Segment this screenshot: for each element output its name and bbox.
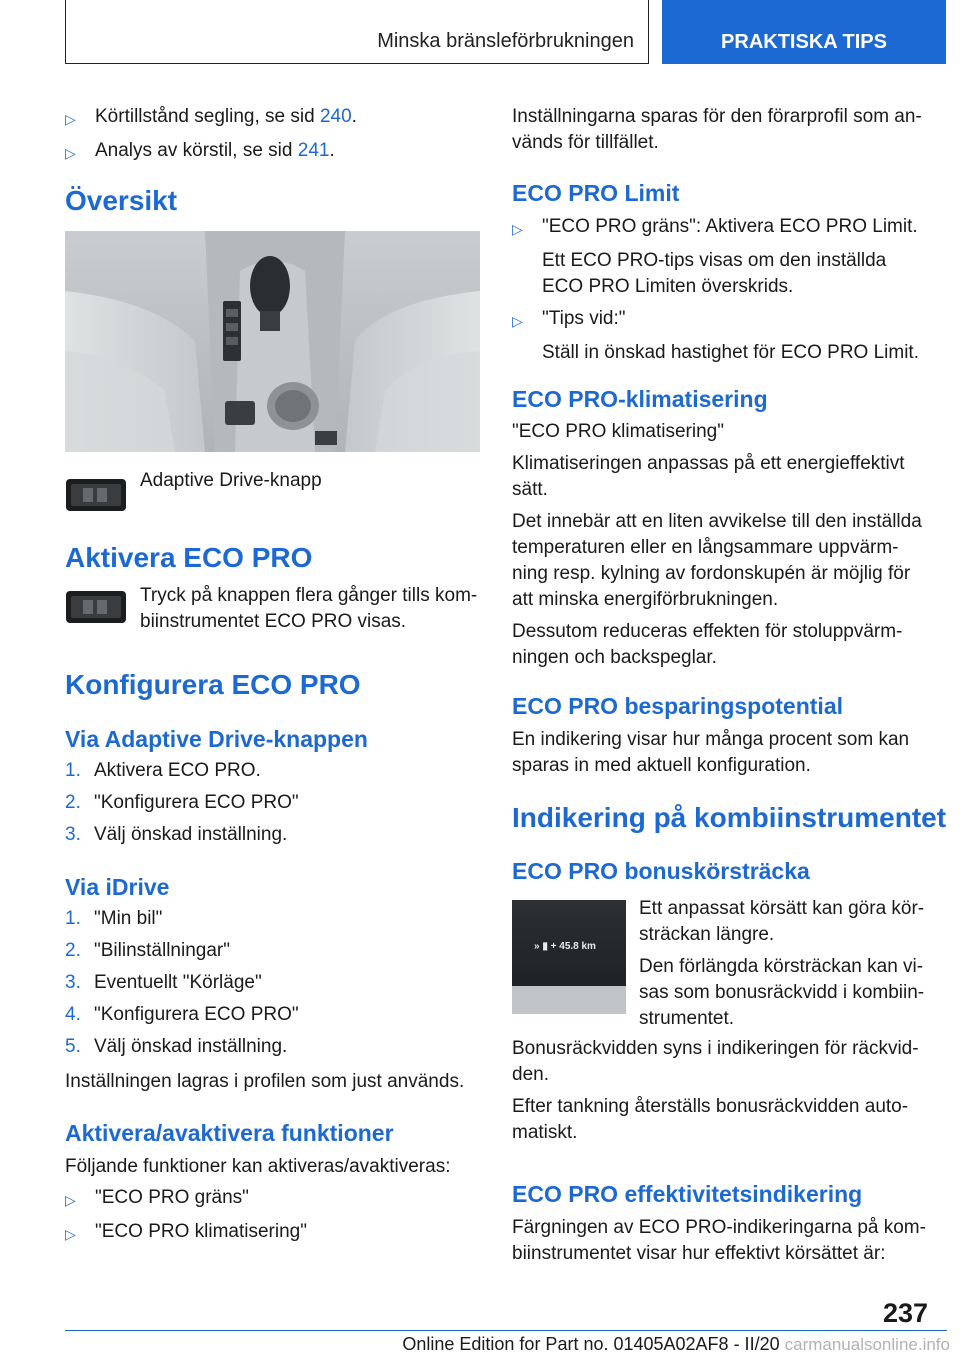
step-item: 1. Aktivera ECO PRO.	[65, 760, 261, 781]
bonus-range-display-image	[512, 900, 626, 1014]
fuel-pump-icon: ▮	[542, 941, 548, 952]
effektivitet-text: Färgningen av ECO PRO-indikeringarna på kom- biinstrumentet visar hur effektivt körsättet är:	[512, 1217, 926, 1264]
header-section-text: Minska bränsleförbrukningen	[377, 30, 634, 52]
page-link-241[interactable]: 241	[297, 140, 330, 161]
subsection-title-via-idrive: Via iDrive	[65, 874, 170, 900]
besparing-text: En indikering visar hur många procent som kan sparas in med aktuell konfiguration.	[512, 729, 910, 776]
adaptive-drive-button-icon	[65, 478, 127, 512]
bullet-item: ▷ "ECO PRO gräns"	[65, 1185, 485, 1213]
bonus-range-readout: + 45.8 km	[550, 941, 596, 952]
center-console-image	[65, 231, 480, 452]
step-item: 2. "Bilinställningar"	[65, 940, 230, 961]
limit-list: ▷ "ECO PRO gräns": Aktivera ECO PRO Limit. Ett ECO PRO-tips visas om den inställda ECO PRO Limiten överskrids. ▷ "Tips vid:" Ställ in önskad hastighet för ECO PRO Limit.	[512, 214, 932, 366]
section-title-oversikt: Översikt	[65, 185, 178, 216]
bonus-text-bottom: Bonusräckvidden syns i indikeringen för räckvid- den. Efter tankning återställs bonusräckvidden auto- matiskt.	[512, 1038, 919, 1143]
header-chapter-tab[interactable]	[662, 0, 946, 64]
bonus-text-side: Ett anpassat körsätt kan göra kör- sträckan längre. Den förlängda körsträckan kan vi- sas som bonusräckvidd i kombiin- strumentet.	[639, 898, 925, 1029]
step-item: 4. "Konfigurera ECO PRO"	[65, 1004, 299, 1025]
triangle-bullet-icon: ▷	[65, 1192, 76, 1208]
footer-divider	[65, 1330, 947, 1331]
page-number: 237	[882, 1298, 928, 1328]
step-item: 3. Eventuellt "Körläge"	[65, 972, 262, 993]
bullet-item: ▷ "ECO PRO klimatisering"	[65, 1219, 485, 1247]
bullet-item: ▷ "Tips vid:"	[512, 306, 932, 334]
step-item: 5. Välj önskad inställning.	[65, 1036, 288, 1057]
triangle-bullet-icon: ▷	[65, 1226, 76, 1242]
triangle-bullet-icon: ▷	[512, 313, 523, 329]
bullet-item: ▷ "ECO PRO gräns": Aktivera ECO PRO Limit.	[512, 214, 932, 242]
subsection-title-via-adaptive: Via Adaptive Drive-knappen	[65, 726, 368, 752]
subsection-title-effektivitet: ECO PRO effektivitetsindikering	[512, 1181, 863, 1207]
aktivera-avaktivera-list	[65, 1185, 485, 1247]
triangle-bullet-icon: ▷	[512, 221, 523, 237]
subsection-title-bonus: ECO PRO bonuskörsträcka	[512, 858, 810, 884]
header-section-title	[65, 0, 649, 64]
subsection-title-aktivera-avaktivera: Aktivera/avaktivera funktioner	[65, 1120, 394, 1146]
caption-adaptive-drive: Adaptive Drive-knapp	[140, 470, 322, 491]
via-idrive-steps	[65, 906, 485, 1060]
triangle-bullet-icon: ▷	[65, 145, 76, 161]
step-item: 2. "Konfigurera ECO PRO"	[65, 792, 299, 813]
step-item: 1. "Min bil"	[65, 908, 163, 929]
section-title-konfigurera: Konfigurera ECO PRO	[65, 669, 361, 700]
adaptive-drive-button-icon	[65, 590, 127, 624]
step-item: 3. Välj önskad inställning.	[65, 824, 288, 845]
eco-chevron-icon: »	[534, 941, 540, 952]
aktivera-avaktivera-intro: Följande funktioner kan aktiveras/avaktiveras:	[65, 1156, 451, 1177]
page-link-240[interactable]: 240	[319, 106, 352, 127]
section-title-aktivera: Aktivera ECO PRO	[65, 542, 313, 573]
footer-edition: Online Edition for Part no. 01405A02AF8 - II/20 carmanualsonline.info	[402, 1334, 950, 1354]
left-top-bullets	[65, 104, 485, 166]
profile-note: Inställningarna sparas för den förarprofil som an- vänds för tillfället.	[512, 106, 922, 153]
bullet-item: ▷ Analys av körstil, se sid 241.	[65, 138, 485, 166]
triangle-bullet-icon: ▷	[65, 111, 76, 127]
subsection-title-besparing: ECO PRO besparingspotential	[512, 693, 843, 719]
bullet-item: ▷ Körtillstånd segling, se sid 240.	[65, 104, 485, 132]
subsection-title-limit: ECO PRO Limit	[512, 180, 680, 206]
watermark: carmanualsonline.info	[784, 1335, 950, 1354]
section-title-indikering: Indikering på kombiinstrumentet	[512, 802, 947, 833]
via-adaptive-steps	[65, 758, 485, 848]
klimatisering-text: "ECO PRO klimatisering" Klimatiseringen anpassas på ett energieffektivt sätt. Det innebär att en liten avvikelse till den inställda temperaturen eller en långsammare uppvärm- ning resp. kylning av fordonskupén är möjlig för att minska energiförbrukningen. Dessutom reduceras effekten för stoluppvärm- ningen och backspeglar.	[512, 421, 922, 668]
subsection-title-klimatisering: ECO PRO-klimatisering	[512, 386, 768, 412]
header-chapter-text: PRAKTISKA TIPS	[721, 31, 887, 53]
idrive-note: Inställningen lagras i profilen som just används.	[65, 1071, 465, 1092]
aktivera-text: Tryck på knappen flera gånger tills kom- biinstrumentet ECO PRO visas.	[140, 585, 478, 632]
